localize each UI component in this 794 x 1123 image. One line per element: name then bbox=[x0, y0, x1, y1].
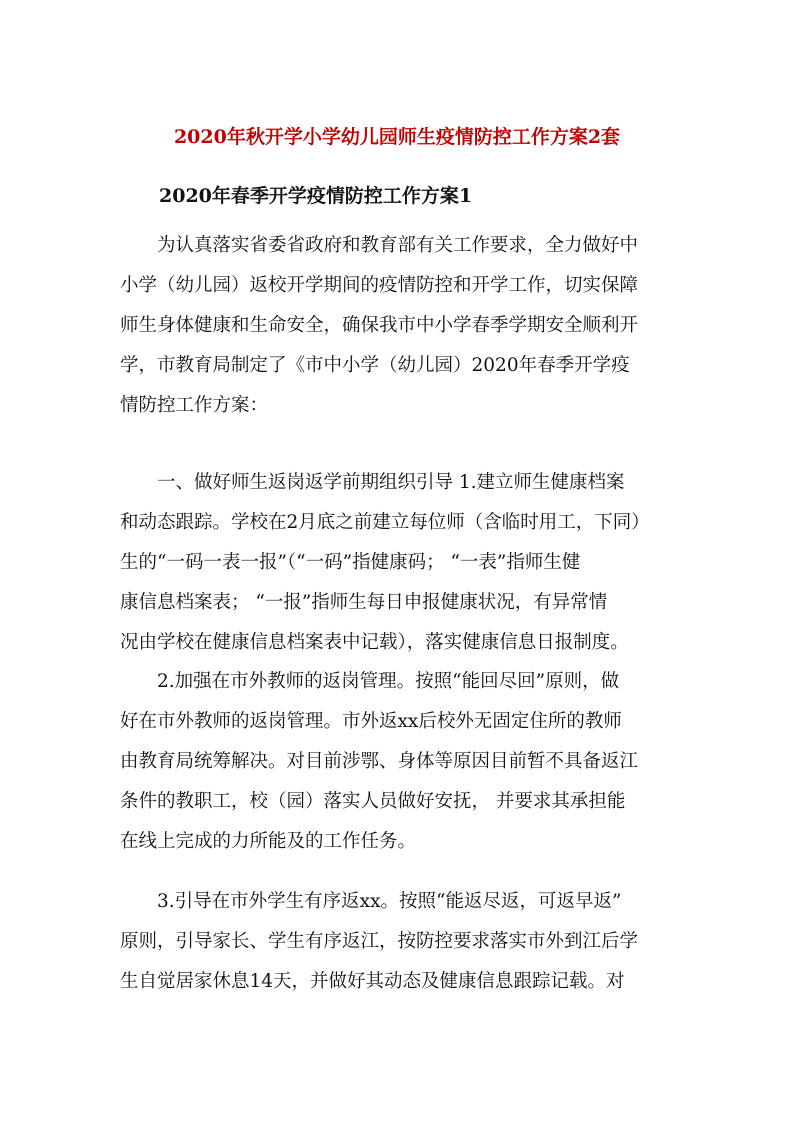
paragraph-line: 情防控工作方案： bbox=[120, 395, 269, 416]
paragraph-line: 小学（幼儿园）返校开学期间的疫情防控和开学工作，切实保障 bbox=[120, 275, 639, 296]
section-title: 2020年春季开学疫情防控工作方案1 bbox=[159, 185, 473, 207]
paragraph-line: 由教育局统筹解决。对目前涉鄂、身体等原因目前暂不具备返江 bbox=[120, 751, 639, 772]
paragraph-line: 生的“一码一表一报”（“一码”指健康码； “一表”指师生健 bbox=[120, 552, 581, 573]
paragraph-line: 好在市外教师的返岗管理。市外返xx后校外无固定住所的教师 bbox=[120, 711, 622, 732]
paragraph-line: 2.加强在市外教师的返岗管理。按照“能回尽回”原则，做 bbox=[157, 671, 620, 692]
paragraph-line: 师生身体健康和生命安全，确保我市中小学春季学期安全顺利开 bbox=[120, 315, 639, 336]
paragraph-line: 条件的教职工，校（园）落实人员做好安抚， 并要求其承担能 bbox=[120, 791, 626, 812]
paragraph-line: 原则，引导家长、学生有序返江，按防控要求落实市外到江后学 bbox=[120, 931, 639, 952]
paragraph-line: 学，市教育局制定了《市中小学（幼儿园）2020年春季开学疫 bbox=[120, 355, 630, 376]
paragraph-intro bbox=[120, 226, 676, 426]
document-title: 2020年秋开学小学幼儿园师生疫情防控工作方案2套 bbox=[173, 126, 621, 148]
paragraph-line: 为认真落实省委省政府和教育部有关工作要求，全力做好中 bbox=[157, 235, 639, 256]
paragraph-item-2 bbox=[120, 662, 676, 862]
paragraph-line: 一、做好师生返岗返学前期组织引导 1.建立师生健康档案 bbox=[157, 472, 625, 493]
paragraph-line: 况由学校在健康信息档案表中记载），落实健康信息日报制度。 bbox=[120, 632, 629, 653]
paragraph-line: 和动态跟踪。学校在2月底之前建立每位师（含临时用工，下同） bbox=[120, 512, 650, 533]
paragraph-section-1 bbox=[120, 463, 676, 663]
paragraph-line: 3.引导在市外学生有序返xx。按照“能返尽返，可返早返” bbox=[157, 891, 622, 912]
paragraph-line: 康信息档案表； “一报”指师生每日申报健康状况，有异常情 bbox=[120, 592, 608, 613]
paragraph-line: 在线上完成的力所能及的工作任务。 bbox=[120, 831, 417, 852]
paragraph-item-3 bbox=[120, 882, 676, 1002]
paragraph-line: 生自觉居家休息14天，并做好其动态及健康信息跟踪记载。对 bbox=[120, 971, 625, 992]
